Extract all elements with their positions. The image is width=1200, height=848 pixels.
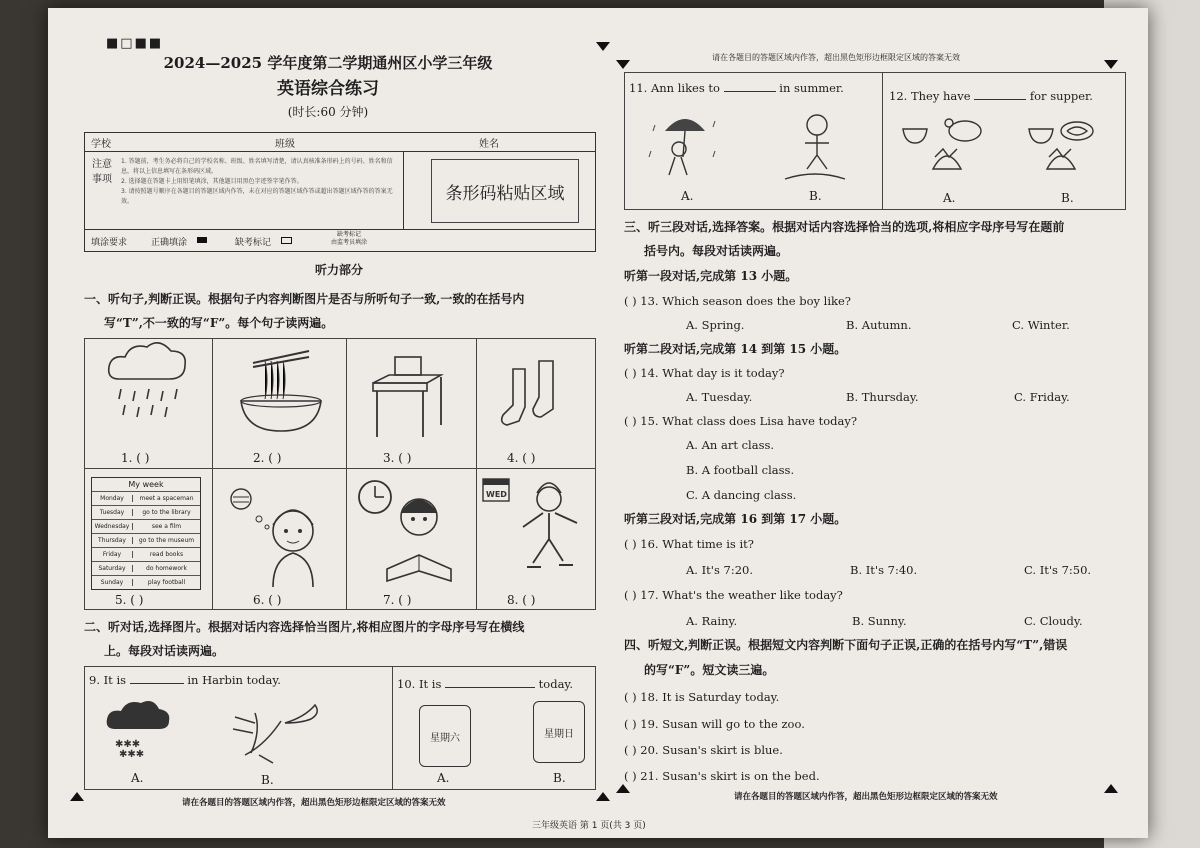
snow-and-wind-icons bbox=[85, 693, 385, 783]
note-item: 1. 答题前，考生务必将自己的学校名称、班级、姓名填写清楚，请认真核准条形码上的号码、姓名和信息，将以上信息填写在条形码区域。 bbox=[121, 158, 393, 175]
absent-mark-box[interactable] bbox=[281, 237, 292, 244]
q11-text: 11. Ann likes to in summer. bbox=[629, 81, 844, 95]
boy-reading-clock-icon bbox=[347, 469, 477, 589]
week-row: Friday read books bbox=[92, 547, 200, 561]
exam-title-line1: 2024—2025 学年度第二学期通州区小学三年级 bbox=[163, 54, 493, 72]
q15-option-c[interactable]: C. A dancing class. bbox=[686, 488, 797, 502]
q10-blank[interactable] bbox=[445, 687, 535, 688]
filled-mark-icon bbox=[197, 237, 207, 243]
picture-cell-4 bbox=[477, 339, 595, 469]
q15-option-a[interactable]: A. An art class. bbox=[686, 438, 775, 452]
correct-fill-label: 正确填涂 bbox=[151, 238, 188, 248]
absent-mark-label: 缺考标记 bbox=[235, 238, 272, 248]
q13-option-c[interactable]: C. Winter. bbox=[1012, 318, 1070, 332]
socks-icon bbox=[477, 339, 595, 449]
school-field[interactable] bbox=[137, 133, 269, 151]
exam-duration: (时长:60 分钟) bbox=[287, 105, 369, 119]
notes-area bbox=[85, 151, 404, 229]
corner-triangle-icon bbox=[596, 42, 610, 51]
part2-instruction-1: 二、听对话,选择图片。根据对话内容选择恰当图片,将相应图片的字母序号写在横线 bbox=[84, 620, 525, 634]
name-field[interactable] bbox=[535, 133, 595, 151]
school-label: 学校 bbox=[91, 139, 111, 150]
my-week-table bbox=[91, 477, 201, 590]
question-17[interactable]: ( ) 17. What's the weather like today? bbox=[624, 588, 843, 602]
notes-label: 注意事项 bbox=[92, 159, 112, 185]
absent-note: 缺考标记 由监考员填涂 bbox=[331, 231, 368, 246]
q11-option-a[interactable]: A. bbox=[681, 189, 694, 203]
q13-option-a[interactable]: A. Spring. bbox=[686, 318, 745, 332]
q14-option-b[interactable]: B. Thursday. bbox=[846, 390, 919, 404]
question-14[interactable]: ( ) 14. What day is it today? bbox=[624, 366, 785, 380]
answer-slot-2[interactable]: 2. ( ) bbox=[253, 451, 282, 465]
barcode-area: 条形码粘贴区域 bbox=[431, 159, 579, 223]
right-footer-notice: 请在各题目的答题区域内作答，超出黑色矩形边框限定区域的答案无效 bbox=[734, 792, 998, 802]
calendar-wed-label: WED bbox=[486, 490, 507, 499]
q17-option-c[interactable]: C. Cloudy. bbox=[1024, 614, 1083, 628]
part1-instruction-1: 一、听句子,判断正误。根据句子内容判断图片是否与所听句子一致,一致的在括号内 bbox=[84, 292, 525, 306]
corner-triangle-icon bbox=[70, 792, 84, 801]
q14-option-a[interactable]: A. Tuesday. bbox=[686, 390, 753, 404]
q12-text: 12. They have for supper. bbox=[889, 89, 1093, 103]
q9-option-a[interactable]: A. bbox=[131, 771, 144, 785]
svg-text:✱✱✱: ✱✱✱ bbox=[115, 739, 141, 750]
question-12-cell bbox=[883, 73, 1125, 209]
dialogue-3-heading: 听第三段对话,完成第 16 到第 17 小题。 bbox=[624, 512, 847, 526]
q12-option-a[interactable]: A. bbox=[943, 191, 956, 205]
answer-slot-4[interactable]: 4. ( ) bbox=[507, 451, 536, 465]
question-10-cell bbox=[393, 667, 595, 789]
q10-option-a[interactable]: A. bbox=[437, 771, 450, 785]
question-13[interactable]: ( ) 13. Which season does the boy like? bbox=[624, 294, 851, 308]
note-item: 3. 请按照题号顺序在各题目的答题区域内作答，未在对应的答题区域作答或超出答题区域作答的答案无效。 bbox=[121, 188, 393, 205]
q16-option-a[interactable]: A. It's 7:20. bbox=[686, 563, 753, 577]
corner-triangle-icon bbox=[1104, 784, 1118, 793]
q13-option-b[interactable]: B. Autumn. bbox=[846, 318, 912, 332]
noodle-bowl-icon bbox=[213, 339, 347, 449]
part3-instruction-1: 三、听三段对话,选择答案。根据对话内容选择恰当的选项,将相应字母序号写在题前 bbox=[624, 220, 1065, 234]
answer-slot-8[interactable]: 8. ( ) bbox=[507, 593, 536, 607]
question-15[interactable]: ( ) 15. What class does Lisa have today? bbox=[624, 414, 858, 428]
page-number: 三年级英语 第 1 页(共 3 页) bbox=[532, 821, 646, 831]
note-item: 2. 选择题在答题卡上用铅笔填涂，其他题目用黑色字迹签字笔作答。 bbox=[121, 178, 303, 185]
q16-option-b[interactable]: B. It's 7:40. bbox=[850, 563, 918, 577]
calendar-skating-girl-icon bbox=[477, 469, 595, 589]
question-18[interactable]: ( ) 18. It is Saturday today. bbox=[624, 690, 780, 704]
exam-paper bbox=[48, 8, 1148, 838]
week-row: Saturday do homework bbox=[92, 561, 200, 575]
rain-cloud-icon bbox=[85, 339, 213, 449]
q11-q12-grid bbox=[624, 72, 1126, 210]
part1-picture-grid bbox=[84, 338, 596, 610]
question-21[interactable]: ( ) 21. Susan's skirt is on the bed. bbox=[624, 769, 820, 783]
my-week-title: My week bbox=[128, 480, 164, 489]
q9-blank[interactable] bbox=[130, 683, 184, 684]
answer-slot-6[interactable]: 6. ( ) bbox=[253, 593, 282, 607]
question-16[interactable]: ( ) 16. What time is it? bbox=[624, 537, 754, 551]
week-row: Sunday play football bbox=[92, 575, 200, 589]
student-info-box bbox=[84, 132, 596, 252]
q11-option-b[interactable]: B. bbox=[809, 189, 822, 203]
fill-req-label: 填涂要求 bbox=[91, 238, 128, 248]
calendar-sunday: 星期日 bbox=[533, 701, 585, 763]
question-9-cell bbox=[85, 667, 393, 789]
picture-cell-8 bbox=[477, 469, 595, 609]
corner-triangle-icon bbox=[1104, 60, 1118, 69]
notes-text bbox=[121, 157, 399, 207]
answer-slot-5[interactable]: 5. ( ) bbox=[115, 593, 144, 607]
picture-cell-3 bbox=[347, 339, 477, 469]
part2-picture-grid bbox=[84, 666, 596, 790]
q15-option-b[interactable]: B. A football class. bbox=[686, 463, 795, 477]
dialogue-2-heading: 听第二段对话,完成第 14 到第 15 小题。 bbox=[624, 342, 847, 356]
week-row: Tuesday go to the library bbox=[92, 505, 200, 519]
answer-slot-1[interactable]: 1. ( ) bbox=[121, 451, 150, 465]
part4-instruction-1: 四、听短文,判断正误。根据短文内容判断下面句子正误,正确的在括号内写“T”,错误 bbox=[624, 638, 1068, 652]
picture-cell-7 bbox=[347, 469, 477, 609]
corner-triangle-icon bbox=[616, 784, 630, 793]
rain-walk-and-swing-icons bbox=[625, 101, 881, 191]
corner-marks: ■□■■ bbox=[106, 36, 164, 51]
question-11-cell bbox=[625, 73, 883, 209]
class-field[interactable] bbox=[401, 133, 473, 151]
part4-instruction-2: 的写“F”。短文读三遍。 bbox=[644, 663, 775, 677]
question-19[interactable]: ( ) 19. Susan will go to the zoo. bbox=[624, 717, 805, 731]
class-label: 班级 bbox=[275, 139, 295, 150]
calendar-saturday: 星期六 bbox=[419, 705, 471, 767]
food-plates-icons bbox=[883, 113, 1123, 193]
q17-option-a[interactable]: A. Rainy. bbox=[686, 614, 738, 628]
part2-instruction-2: 上。每段对话读两遍。 bbox=[104, 644, 225, 658]
girl-thinking-burger-icon bbox=[213, 469, 347, 589]
q12-option-b[interactable]: B. bbox=[1061, 191, 1074, 205]
corner-triangle-icon bbox=[616, 60, 630, 69]
week-row: Wednesday see a film bbox=[92, 519, 200, 533]
exam-title-line2: 英语综合练习 bbox=[277, 79, 379, 99]
picture-cell-6 bbox=[213, 469, 347, 609]
picture-cell-2 bbox=[213, 339, 347, 469]
right-top-notice: 请在各题目的答题区域内作答，超出黑色矩形边框限定区域的答案无效 bbox=[712, 53, 960, 62]
q10-text: 10. It is today. bbox=[397, 677, 574, 691]
q9-text: 9. It is in Harbin today. bbox=[89, 673, 281, 687]
picture-cell-5 bbox=[85, 469, 213, 609]
fill-requirements-row bbox=[85, 229, 595, 252]
left-footer-notice: 请在各题目的答题区域内作答，超出黑色矩形边框限定区域的答案无效 bbox=[182, 798, 446, 808]
dialogue-1-heading: 听第一段对话,完成第 13 小题。 bbox=[624, 269, 798, 283]
answer-slot-3[interactable]: 3. ( ) bbox=[383, 451, 412, 465]
week-row: Monday meet a spaceman bbox=[92, 491, 200, 505]
answer-slot-7[interactable]: 7. ( ) bbox=[383, 593, 412, 607]
picture-cell-1 bbox=[85, 339, 213, 469]
week-row: Thursday go to the museum bbox=[92, 533, 200, 547]
part1-instruction-2: 写“T”,不一致的写“F”。每个句子读两遍。 bbox=[104, 316, 334, 330]
corner-triangle-icon bbox=[596, 792, 610, 801]
svg-text:✱✱✱: ✱✱✱ bbox=[119, 749, 145, 760]
question-20[interactable]: ( ) 20. Susan's skirt is blue. bbox=[624, 743, 783, 757]
q16-option-c[interactable]: C. It's 7:50. bbox=[1024, 563, 1092, 577]
q14-option-c[interactable]: C. Friday. bbox=[1014, 390, 1070, 404]
q10-option-b[interactable]: B. bbox=[553, 771, 566, 785]
name-label: 姓名 bbox=[479, 139, 499, 150]
listening-title: 听力部分 bbox=[314, 263, 363, 277]
q11-blank[interactable] bbox=[724, 91, 776, 92]
q9-option-b[interactable]: B. bbox=[261, 773, 274, 787]
q12-blank[interactable] bbox=[974, 99, 1026, 100]
q17-option-b[interactable]: B. Sunny. bbox=[852, 614, 907, 628]
part3-instruction-2: 括号内。每段对话读两遍。 bbox=[644, 244, 789, 258]
book-on-table-icon bbox=[347, 339, 477, 449]
